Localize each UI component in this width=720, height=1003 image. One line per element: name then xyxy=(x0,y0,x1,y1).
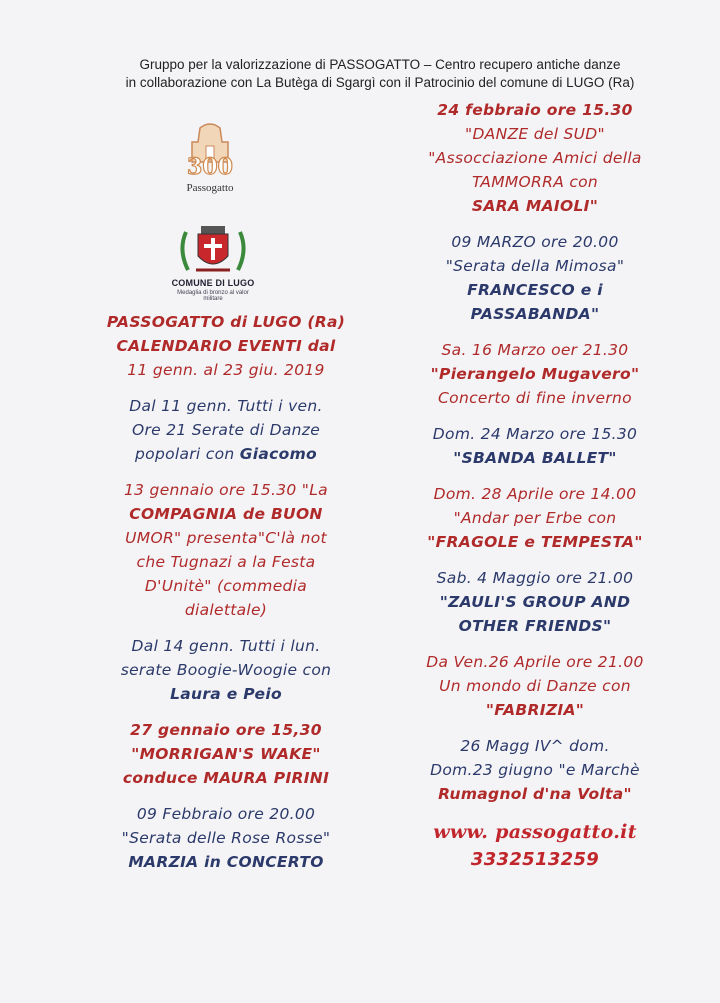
event-line: Laura e Peio xyxy=(170,685,282,703)
event-zaulis-group xyxy=(380,566,690,638)
event-marche-rumagnol xyxy=(380,734,690,806)
event-buon-umor xyxy=(56,478,396,622)
event-friday-dances xyxy=(56,394,396,466)
event-rose-rosse xyxy=(56,802,396,874)
title-line: CALENDARIO EVENTI dal xyxy=(116,337,336,355)
event-line: "Pierangelo Mugavero" xyxy=(430,365,640,383)
event-line: Da Ven.26 Aprile ore 21.00 xyxy=(426,653,644,671)
event-line: "MORRIGAN'S WAKE" xyxy=(131,745,321,763)
church-tower-icon xyxy=(170,122,250,182)
event-andar-per-erbe xyxy=(380,482,690,554)
event-line: "Assocciazione Amici della xyxy=(428,149,642,167)
event-mimosa xyxy=(380,230,690,326)
event-text: popolari con xyxy=(135,445,240,463)
event-fabrizia xyxy=(380,650,690,722)
event-line: "SBANDA BALLET" xyxy=(453,449,617,467)
event-line: 09 Febbraio ore 20.00 xyxy=(136,805,316,823)
event-morrigans-wake xyxy=(56,718,396,790)
event-line: FRANCESCO e i xyxy=(467,281,603,299)
title-line: PASSOGATTO di LUGO (Ra) xyxy=(106,313,346,331)
contact-block xyxy=(380,818,690,874)
header-line-2: in collaborazione con La Butèga di Sgargì con il Patrocinio del comune di LUGO (Ra) xyxy=(125,75,635,90)
event-line: MARZIA in CONCERTO xyxy=(128,853,324,871)
event-line xyxy=(56,442,396,466)
calendar-title xyxy=(56,310,396,382)
event-danze-del-sud xyxy=(380,98,690,218)
event-line: OTHER FRIENDS" xyxy=(458,617,612,635)
event-line: "Serata delle Rose Rosse" xyxy=(121,829,331,847)
event-line: D'Unitè" (commedia xyxy=(144,577,308,595)
event-line: "ZAULI'S GROUP AND xyxy=(439,593,631,611)
event-line: Dal 11 genn. Tutti i ven. xyxy=(129,397,323,415)
event-line: Sab. 4 Maggio ore 21.00 xyxy=(436,569,634,587)
event-line: 24 febbraio ore 15.30 xyxy=(437,101,633,119)
event-line: conduce MAURA PIRINI xyxy=(122,769,330,787)
event-line: Ore 21 Serate di Danze xyxy=(131,421,321,439)
event-line: "Serata della Mimosa" xyxy=(445,257,625,275)
event-boogie-woogie xyxy=(56,634,396,706)
event-line: Dal 14 genn. Tutti i lun. xyxy=(131,637,321,655)
event-line: "FABRIZIA" xyxy=(485,701,585,719)
passogatto-caption: Passogatto xyxy=(186,182,234,194)
event-line: Dom.23 giugno "e Marchè xyxy=(430,761,640,779)
event-line: serate Boogie-Woogie con xyxy=(120,661,332,679)
event-line: "FRAGOLE e TEMPESTA" xyxy=(427,533,643,551)
website-link[interactable]: www. passogatto.it xyxy=(433,821,637,843)
event-line: Dom. 24 Marzo ore 15.30 xyxy=(432,425,638,443)
phone-number: 3332513259 xyxy=(470,849,600,870)
event-line: "DANZE del SUD" xyxy=(465,125,605,143)
event-line: Rumagnol d'na Volta" xyxy=(438,785,632,803)
event-line: dialettale) xyxy=(184,601,268,619)
lugo-coat-of-arms xyxy=(168,222,258,302)
header xyxy=(60,56,700,92)
event-line: UMOR" presenta"C'là not xyxy=(125,529,327,547)
left-column xyxy=(56,310,396,886)
performer-name: Giacomo xyxy=(239,445,317,463)
event-line: COMPAGNIA de BUON xyxy=(129,505,323,523)
event-line: 27 gennaio ore 15,30 xyxy=(130,721,322,739)
header-line-1: Gruppo per la valorizzazione di PASSOGATTO – Centro recupero antiche danze xyxy=(139,57,621,72)
event-line: che Tugnazi a la Festa xyxy=(136,553,316,571)
event-sbanda-ballet xyxy=(380,422,690,470)
title-line: 11 genn. al 23 giu. 2019 xyxy=(127,361,325,379)
lugo-caption: COMUNE DI LUGO xyxy=(171,278,255,288)
event-line: 09 MARZO ore 20.00 xyxy=(451,233,619,251)
event-line: TAMMORRA con xyxy=(471,173,599,191)
event-line: Dom. 28 Aprile ore 14.00 xyxy=(433,485,637,503)
coat-of-arms-icon xyxy=(168,222,258,278)
event-line: PASSABANDA" xyxy=(470,305,600,323)
event-line: Un mondo di Danze con xyxy=(439,677,631,695)
event-line: Sa. 16 Marzo oer 21.30 xyxy=(441,341,629,359)
event-line: "Andar per Erbe con xyxy=(453,509,617,527)
event-line: Concerto di fine inverno xyxy=(438,389,632,407)
passogatto-300-logo xyxy=(170,122,250,194)
passogatto-mark: 300 xyxy=(187,154,233,180)
event-line: 13 gennaio ore 15.30 "La xyxy=(124,481,328,499)
lugo-subcaption: Medaglia di bronzo al valor militare xyxy=(177,290,249,302)
right-column xyxy=(380,98,690,874)
event-line: 26 Magg IV^ dom. xyxy=(460,737,610,755)
event-mugavero xyxy=(380,338,690,410)
event-line: SARA MAIOLI" xyxy=(471,197,599,215)
